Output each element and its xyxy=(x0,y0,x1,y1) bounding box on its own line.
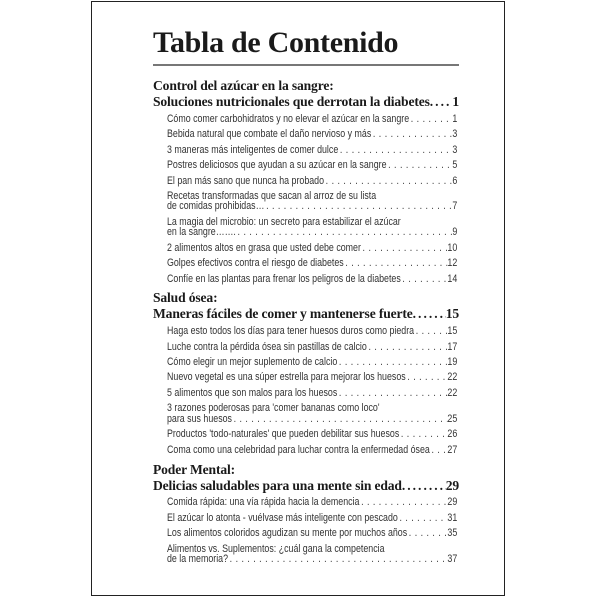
section-heading-line: Salud ósea: xyxy=(153,290,218,306)
entry-page-number: 17 xyxy=(447,340,458,353)
toc-section xyxy=(153,78,459,286)
entry-page-number: 1 xyxy=(452,112,458,125)
entry-text-line: 3 razones poderosas para 'comer bananas como loco' xyxy=(167,402,380,415)
dot-leader xyxy=(430,445,448,455)
entry-row xyxy=(167,414,457,424)
entry-page-number: 3 xyxy=(452,128,458,141)
dot-leader xyxy=(359,497,447,507)
section-heading-row xyxy=(153,306,459,322)
entry-row xyxy=(167,258,457,268)
entry-list xyxy=(167,494,457,567)
entry-text-line: en la sangre……. xyxy=(167,226,236,239)
toc-entry xyxy=(167,427,457,442)
dot-leader xyxy=(264,201,452,211)
entry-page-number: 22 xyxy=(447,386,458,399)
entry-text-line: La magia del microbio: un secreto para estabilizar el azúcar xyxy=(167,215,401,228)
section-page-number: 15 xyxy=(445,306,459,322)
entry-text-line: Comida rápida: una vía rápida hacia la demencia xyxy=(167,496,360,509)
toc-entry xyxy=(167,157,457,172)
entry-row xyxy=(167,114,457,124)
entry-list xyxy=(167,322,457,457)
entry-row xyxy=(167,129,457,139)
toc-entry xyxy=(167,271,457,286)
toc-entry xyxy=(167,401,457,427)
entry-row xyxy=(167,243,457,253)
entry-list xyxy=(167,110,457,286)
dot-leader xyxy=(228,554,447,564)
dot-leader xyxy=(406,372,448,382)
dot-leader xyxy=(236,227,452,237)
toc-entry xyxy=(167,510,457,525)
entry-text-line: El azúcar lo atonta - vuélvase más inteligente con pescado xyxy=(167,511,398,524)
entry-page-number: 27 xyxy=(447,443,458,456)
toc-entry xyxy=(167,442,457,457)
document-page xyxy=(91,1,505,596)
entry-page-number: 19 xyxy=(447,356,458,368)
entry-page-number: 37 xyxy=(447,552,458,565)
entry-row xyxy=(167,357,457,367)
entry-row xyxy=(167,227,457,237)
entry-row xyxy=(167,201,457,211)
section-heading-title: Maneras fáciles de comer y mantenerse fuerte xyxy=(153,306,413,322)
dot-leader xyxy=(409,114,452,124)
toc-section xyxy=(153,462,459,567)
toc-section xyxy=(153,290,459,457)
entry-row xyxy=(167,326,457,336)
entry-row xyxy=(167,372,457,382)
entry-text-line: Coma como una celebridad para luchar contra la enfermedad ósea xyxy=(167,443,430,456)
entry-text-line: Luche contra la pérdida ósea sin pastillas de calcio xyxy=(167,340,367,353)
dot-leader xyxy=(398,513,448,523)
entry-text-line: 2 alimentos altos en grasa que usted debe comer xyxy=(167,241,361,254)
entry-page-number: 12 xyxy=(447,257,458,270)
entry-row xyxy=(167,513,457,523)
section-heading-line: Poder Mental: xyxy=(153,461,235,477)
dot-leader xyxy=(413,306,446,322)
toc-entry xyxy=(167,385,457,400)
entry-page-number: 35 xyxy=(447,527,458,540)
entry-text-line: Nuevo vegetal es una súper estrella para mejorar los huesos xyxy=(167,371,406,384)
section-page-number: 29 xyxy=(445,477,459,493)
entry-page-number: 14 xyxy=(447,272,458,285)
toc-entry xyxy=(167,188,457,214)
section-heading-title: Delicias saludables para una mente sin edad xyxy=(153,477,402,493)
toc-entry xyxy=(167,214,457,240)
toc-entry xyxy=(167,111,457,126)
entry-text-line: Bebida natural que combate el daño nervioso y más xyxy=(167,128,372,141)
toc-entry xyxy=(167,526,457,541)
toc-entry xyxy=(167,370,457,385)
entry-page-number: 25 xyxy=(447,412,458,425)
toc-entry xyxy=(167,339,457,354)
entry-row xyxy=(167,528,457,538)
toc-entry xyxy=(167,541,457,567)
section-heading xyxy=(153,78,459,110)
dot-leader xyxy=(407,528,447,538)
entry-row xyxy=(167,176,457,186)
entry-text-line: Recetas transformadas que sacan al arroz de su lista xyxy=(167,190,377,203)
toc-entry xyxy=(167,142,457,157)
section-heading-row xyxy=(153,478,459,494)
entry-text-line: Confíe en las plantas para frenar los peligros de la diabetes xyxy=(167,272,401,285)
toc-entry xyxy=(167,354,457,369)
dot-leader xyxy=(414,326,447,336)
page-title: Tabla de Contenido xyxy=(153,26,399,59)
entry-page-number: 26 xyxy=(447,428,458,441)
entry-page-number: 29 xyxy=(447,496,458,509)
entry-page-number: 7 xyxy=(452,200,458,213)
entry-text-line: Golpes efectivos contra el riesgo de diabetes xyxy=(167,257,344,270)
entry-page-number: 22 xyxy=(447,371,458,384)
entry-page-number: 10 xyxy=(447,241,458,254)
toc-entry xyxy=(167,173,457,188)
dot-leader xyxy=(337,388,447,398)
entry-row xyxy=(167,445,457,455)
entry-text-line: de comidas prohibidas… xyxy=(167,200,265,213)
section-heading xyxy=(153,290,459,322)
dot-leader xyxy=(338,145,452,155)
toc-entry xyxy=(167,240,457,255)
dot-leader xyxy=(402,478,446,494)
dot-leader xyxy=(367,342,448,352)
section-heading-line: Control del azúcar en la sangre: xyxy=(153,78,334,93)
entry-row xyxy=(167,429,457,439)
entry-row xyxy=(167,274,457,284)
toc-entry xyxy=(167,126,457,141)
entry-row xyxy=(167,554,457,564)
entry-text-line: para sus huesos xyxy=(167,412,232,425)
toc-entry xyxy=(167,255,457,270)
toc-entry xyxy=(167,495,457,510)
dot-leader xyxy=(337,357,447,367)
entry-row xyxy=(167,145,457,155)
entry-row xyxy=(167,342,457,352)
dot-leader xyxy=(387,160,453,170)
entry-text-line: 3 maneras más inteligentes de comer dulce xyxy=(167,143,339,156)
entry-text-line: de la memoria? xyxy=(167,552,229,565)
entry-row xyxy=(167,497,457,507)
section-heading xyxy=(153,462,459,494)
entry-text-line: Haga esto todos los días para tener huesos duros como piedra xyxy=(167,325,415,338)
entry-page-number: 9 xyxy=(452,226,458,239)
table-of-contents xyxy=(153,78,459,571)
entry-row xyxy=(167,388,457,398)
entry-page-number: 15 xyxy=(447,325,458,338)
section-heading-title: Soluciones nutricionales que derrotan la diabetes xyxy=(153,94,430,109)
entry-page-number: 5 xyxy=(452,159,458,172)
dot-leader xyxy=(232,414,447,424)
section-heading-row xyxy=(153,94,459,110)
entry-text-line: 5 alimentos que son malos para los huesos xyxy=(167,386,338,399)
dot-leader xyxy=(401,274,448,284)
entry-text-line: Cómo elegir un mejor suplemento de calcio xyxy=(167,356,338,368)
title-divider xyxy=(153,64,459,66)
toc-entry xyxy=(167,323,457,338)
entry-text-line: Alimentos vs. Suplementos: ¿cuál gana la competencia xyxy=(167,542,385,555)
entry-page-number: 3 xyxy=(452,143,458,156)
entry-text-line: El pan más sano que nunca ha probado xyxy=(167,174,325,187)
dot-leader xyxy=(371,129,452,139)
dot-leader xyxy=(430,94,453,110)
entry-page-number: 6 xyxy=(452,174,458,187)
section-page-number: 1 xyxy=(452,94,459,109)
entry-text-line: Postres deliciosos que ayudan a su azúcar en la sangre xyxy=(167,159,387,172)
dot-leader xyxy=(361,243,448,253)
entry-text-line: Cómo comer carbohidratos y no elevar el azúcar en la sangre xyxy=(167,112,410,125)
entry-row xyxy=(167,160,457,170)
entry-page-number: 31 xyxy=(447,511,458,524)
entry-text-line: Productos 'todo-naturales' que pueden debilitar sus huesos xyxy=(167,428,400,441)
dot-leader xyxy=(324,176,452,186)
entry-text-line: Los alimentos coloridos agudizan su mente por muchos años xyxy=(167,527,408,540)
dot-leader xyxy=(399,429,447,439)
dot-leader xyxy=(344,258,448,268)
